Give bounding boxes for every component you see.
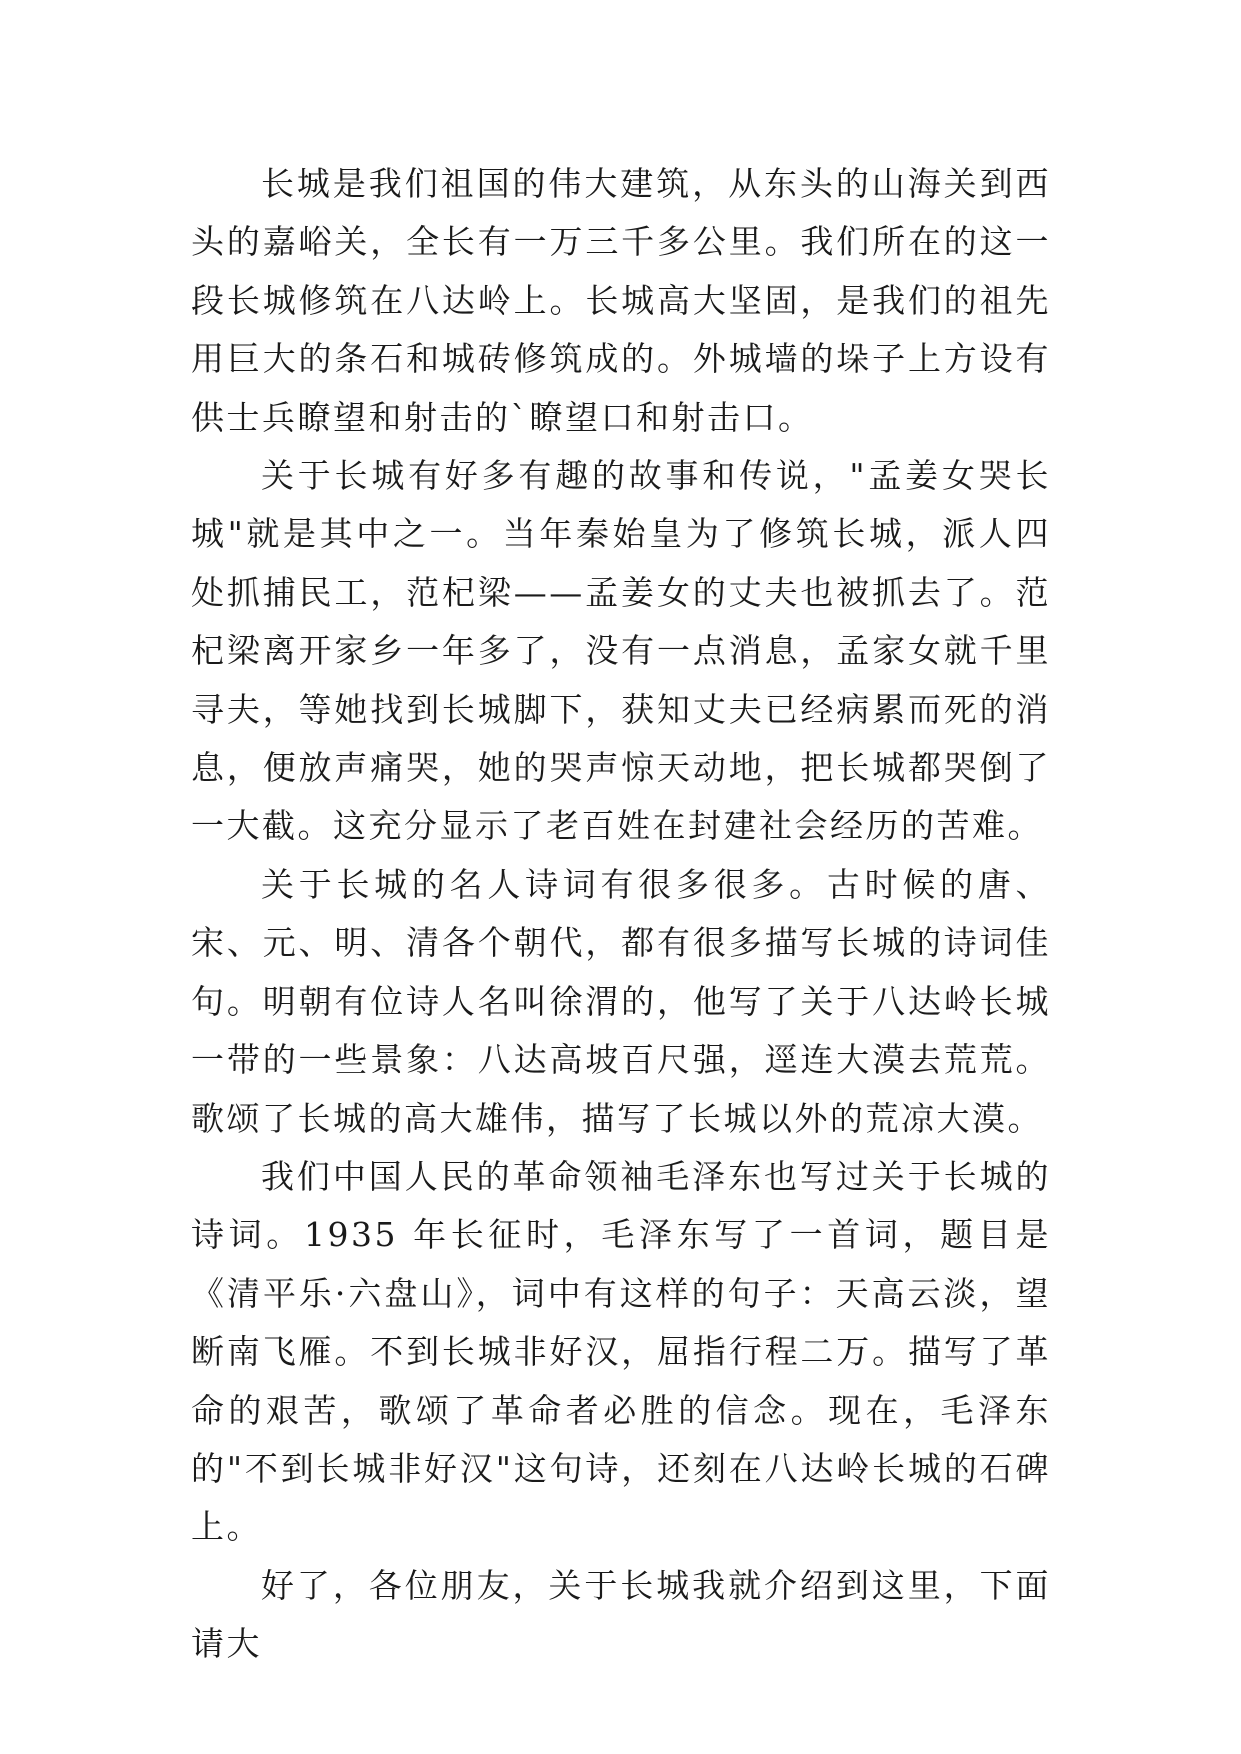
- paragraph-1: 长城是我们祖国的伟大建筑，从东头的山海关到西头的嘉峪关，全长有一万三千多公里。我们所在的这一段长城修筑在八达岭上。长城高大坚固，是我们的祖先用巨大的条石和城砖修筑成的。外城墙的垛子上方设有供士兵瞭望和射击的`瞭望口和射击口。: [191, 164, 1051, 437]
- paragraph-3: 关于长城的名人诗词有很多很多。古时候的唐、宋、元、明、清各个朝代，都有很多描写长城的诗词佳句。明朝有位诗人名叫徐渭的，他写了关于八达岭长城一带的一些景象：八达高坡百尺强，逕连大漠去荒荒。歌颂了长城的高大雄伟，描写了长城以外的荒凉大漠。: [191, 864, 1051, 1138]
- paragraph-2: 关于长城有好多有趣的故事和传说，"孟姜女哭长城"就是其中之一。当年秦始皇为了修筑长城，派人四处抓捕民工，范杞梁——孟姜女的丈夫也被抓去了。范杞梁离开家乡一年多了，没有一点消息，孟家女就千里寻夫，等她找到长城脚下，获知丈夫已经病累而死的消息，便放声痛哭，她的哭声惊天动地，把长城都哭倒了一大截。这充分显示了老百姓在封建社会经历的苦难。: [191, 456, 1051, 846]
- paragraph-4: 我们中国人民的革命领袖毛泽东也写过关于长城的诗词。1935 年长征时，毛泽东写了一首词，题目是《清平乐·六盘山》，词中有这样的句子：天高云淡，望断南飞雁。不到长城非好汉，屈指行程二万。描写了革命的艰苦，歌颂了革命者必胜的信念。现在，毛泽东的"不到长城非好汉"这句诗，还刻在八达岭长城的石碑上。: [191, 1156, 1051, 1547]
- paragraph-5: 好了，各位朋友，关于长城我就介绍到这里，下面请大: [191, 1565, 1051, 1664]
- document-body: [191, 155, 1051, 1674]
